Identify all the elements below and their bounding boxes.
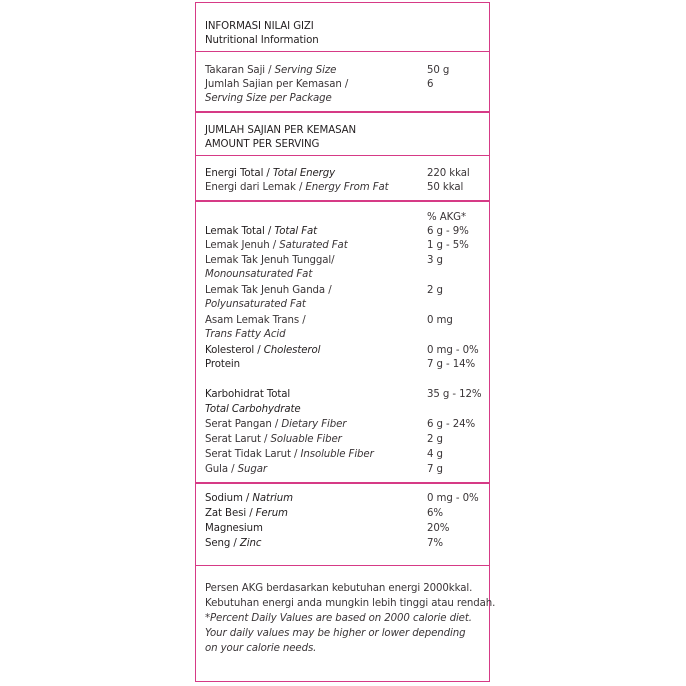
protein-value: 7 g - 14% <box>427 359 476 370</box>
saturated-fat-label: Lemak Jenuh / Saturated Fat <box>205 240 348 251</box>
saturated-fat-value: 1 g - 5% <box>427 240 469 251</box>
energy-from-fat-value: 50 kkal <box>427 182 464 193</box>
iron-value: 6% <box>427 508 443 519</box>
polyunsaturated-fat-english: Polyunsaturated Fat <box>205 299 306 310</box>
footnote-line: Your daily values may be higher or lower depending <box>205 628 466 639</box>
dietary-fiber-label: Serat Pangan / Dietary Fiber <box>205 419 347 430</box>
divider <box>196 155 489 156</box>
zinc-label: Seng / Zinc <box>205 538 262 549</box>
total-carbohydrate-value: 35 g - 12% <box>427 389 482 400</box>
cholesterol-label: Kolesterol / Cholesterol <box>205 345 321 356</box>
soluble-fiber-label: Serat Larut / Soluable Fiber <box>205 434 342 445</box>
zinc-value: 7% <box>427 538 443 549</box>
total-energy-label: Energi Total / Total Energy <box>205 168 336 179</box>
polyunsaturated-fat-value: 2 g <box>427 285 443 296</box>
trans-fat-label: Asam Lemak Trans / <box>205 315 306 326</box>
dietary-fiber-value: 6 g - 24% <box>427 419 476 430</box>
insoluble-fiber-value: 4 g <box>427 449 443 460</box>
insoluble-fiber-label: Serat Tidak Larut / Insoluble Fiber <box>205 449 374 460</box>
thick-divider <box>196 111 489 113</box>
magnesium-label: Magnesium <box>205 523 263 534</box>
sodium-value: 0 mg - 0% <box>427 493 479 504</box>
monounsaturated-fat-value: 3 g <box>427 255 443 266</box>
serving-size-label: Takaran Saji / Serving Size <box>205 65 337 76</box>
total-energy-value: 220 kkal <box>427 168 470 179</box>
monounsaturated-fat-english: Monounsaturated Fat <box>205 269 313 280</box>
monounsaturated-fat-label: Lemak Tak Jenuh Tunggal/ <box>205 255 335 266</box>
servings-per-package-value: 6 <box>427 79 434 90</box>
footnote-line: Kebutuhan energi anda mungkin lebih tinggi atau rendah. <box>205 598 496 609</box>
title-indonesian: INFORMASI NILAI GIZI <box>205 21 314 32</box>
thick-divider <box>196 200 489 202</box>
amount-header-indonesian: JUMLAH SAJIAN PER KEMASAN <box>205 125 357 136</box>
total-fat-value: 6 g - 9% <box>427 226 469 237</box>
total-carbohydrate-english: Total Carbohydrate <box>205 404 301 415</box>
cholesterol-value: 0 mg - 0% <box>427 345 479 356</box>
thick-divider <box>196 482 489 484</box>
servings-per-package-label: Jumlah Sajian per Kemasan / <box>205 79 349 90</box>
soluble-fiber-value: 2 g <box>427 434 443 445</box>
footnote-line: on your calorie needs. <box>205 643 317 654</box>
sugar-value: 7 g <box>427 464 443 475</box>
sugar-label: Gula / Sugar <box>205 464 267 475</box>
energy-from-fat-label: Energi dari Lemak / Energy From Fat <box>205 182 389 193</box>
title-english: Nutritional Information <box>205 35 319 46</box>
iron-label: Zat Besi / Ferum <box>205 508 288 519</box>
akg-header: % AKG* <box>427 212 466 223</box>
magnesium-value: 20% <box>427 523 450 534</box>
trans-fat-value: 0 mg <box>427 315 453 326</box>
total-carbohydrate-label: Karbohidrat Total <box>205 389 291 400</box>
polyunsaturated-fat-label: Lemak Tak Jenuh Ganda / <box>205 285 332 296</box>
sodium-label: Sodium / Natrium <box>205 493 293 504</box>
divider <box>196 565 489 566</box>
footnote-line: Persen AKG berdasarkan kebutuhan energi 2000kkal. <box>205 583 473 594</box>
trans-fat-english: Trans Fatty Acid <box>205 329 286 340</box>
protein-label: Protein <box>205 359 241 370</box>
total-fat-label: Lemak Total / Total Fat <box>205 226 318 237</box>
serving-size-value: 50 g <box>427 65 450 76</box>
footnote-line: *Percent Daily Values are based on 2000 calorie diet. <box>205 613 472 624</box>
amount-header-english: AMOUNT PER SERVING <box>205 139 320 150</box>
servings-per-package-english: Serving Size per Package <box>205 93 332 104</box>
divider <box>196 51 489 52</box>
